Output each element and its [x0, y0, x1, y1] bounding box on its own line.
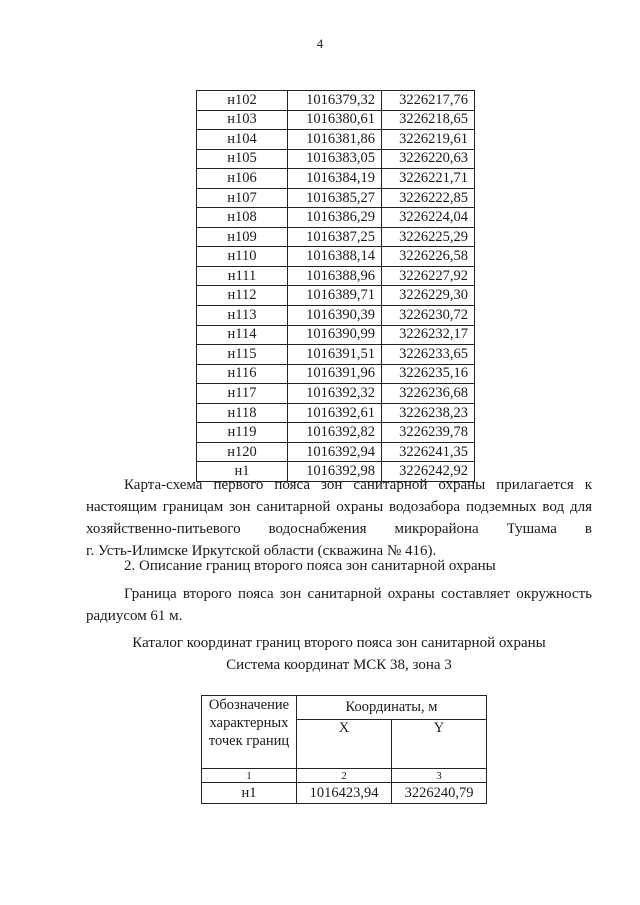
table-row [197, 110, 475, 130]
table-row [197, 325, 475, 345]
coord-y: 3226219,61 [382, 130, 475, 150]
table-row [197, 247, 475, 267]
coord-x: 1016386,29 [288, 208, 382, 228]
coord-x: 1016381,86 [288, 130, 382, 150]
table-row [197, 306, 475, 326]
paragraph-line: Карта-схема первого пояса зон санитарной охраны прилагается к [124, 477, 592, 493]
paragraph-line: г. Усть-Илимске Иркутской области (скважина № 416). [86, 543, 437, 559]
table-row [197, 208, 475, 228]
coord-x: 1016379,32 [288, 91, 382, 111]
point-name: н1 [202, 783, 297, 804]
point-name: н114 [197, 325, 288, 345]
page-number: 4 [316, 36, 324, 51]
table-row [197, 130, 475, 150]
point-name: н109 [197, 227, 288, 247]
coord-y: 3226236,68 [382, 384, 475, 404]
point-name: н118 [197, 403, 288, 423]
coord-y: 3226241,35 [382, 442, 475, 462]
coord-x: 1016388,96 [288, 266, 382, 286]
coordinates-table-zone1 [196, 90, 475, 482]
table-row [197, 345, 475, 365]
coord-y: 3226220,63 [382, 149, 475, 169]
point-name: н103 [197, 110, 288, 130]
coord-y: 3226235,16 [382, 364, 475, 384]
point-name: н119 [197, 423, 288, 443]
coord-y: 3226239,78 [382, 423, 475, 443]
catalog-title [86, 632, 592, 676]
coord-y: 3226229,30 [382, 286, 475, 306]
table-row [197, 227, 475, 247]
coord-y: 3226230,72 [382, 306, 475, 326]
point-name: н120 [197, 442, 288, 462]
coord-y: 3226233,65 [382, 345, 475, 365]
coord-y: 3226226,58 [382, 247, 475, 267]
point-name: н102 [197, 91, 288, 111]
coord-y: 3226217,76 [382, 91, 475, 111]
header-coordinates: Координаты, м [297, 696, 487, 720]
coord-x: 1016388,14 [288, 247, 382, 267]
paragraph-line: Граница второго пояса зон санитарной охраны составляет окружность [124, 586, 592, 602]
point-name: н107 [197, 188, 288, 208]
header-x: X [297, 720, 392, 769]
coord-x: 1016387,25 [288, 227, 382, 247]
map-scheme-paragraph [86, 474, 592, 562]
point-name: н110 [197, 247, 288, 267]
coord-x: 1016384,19 [288, 169, 382, 189]
point-name: н1 [197, 462, 288, 482]
table-row [197, 403, 475, 423]
coord-x: 1016392,61 [288, 403, 382, 423]
table-row [197, 188, 475, 208]
point-name: н108 [197, 208, 288, 228]
coord-x: 1016392,82 [288, 423, 382, 443]
coord-x: 1016385,27 [288, 188, 382, 208]
paragraph-line: радиусом 61 м. [86, 608, 183, 624]
column-number: 1 [202, 769, 297, 783]
paragraph-line: настоящим границам зон санитарной охраны водозабора подземных вод для [86, 499, 592, 515]
coord-x: 1016392,98 [288, 462, 382, 482]
coord-x: 1016392,32 [288, 384, 382, 404]
point-name: н112 [197, 286, 288, 306]
point-name: н113 [197, 306, 288, 326]
point-name: н115 [197, 345, 288, 365]
coord-x: 1016380,61 [288, 110, 382, 130]
header-designation: Обозначение характерных точек границ [202, 696, 297, 769]
coordinates-table-zone2 [201, 695, 487, 804]
coord-y: 3226240,79 [392, 783, 487, 804]
coord-x: 1016390,99 [288, 325, 382, 345]
coord-x: 1016390,39 [288, 306, 382, 326]
table-row [197, 91, 475, 111]
table-row [197, 169, 475, 189]
coord-x: 1016389,71 [288, 286, 382, 306]
zone2-boundary-paragraph [86, 583, 592, 627]
column-number: 2 [297, 769, 392, 783]
paragraph-line: хозяйственно-питьевого водоснабжения микрорайона Тушама в [86, 521, 592, 537]
coord-x: 1016383,05 [288, 149, 382, 169]
table-row [197, 384, 475, 404]
coord-y: 3226227,92 [382, 266, 475, 286]
coord-y: 3226224,04 [382, 208, 475, 228]
section-2-heading: 2. Описание границ второго пояса зон санитарной охраны [124, 558, 496, 574]
table-row [197, 266, 475, 286]
table-row [197, 442, 475, 462]
point-name: н111 [197, 266, 288, 286]
table-row [197, 149, 475, 169]
table-row [197, 364, 475, 384]
column-number: 3 [392, 769, 487, 783]
coord-x: 1016391,96 [288, 364, 382, 384]
coord-y: 3226221,71 [382, 169, 475, 189]
coord-y: 3226232,17 [382, 325, 475, 345]
coord-y: 3226218,65 [382, 110, 475, 130]
coord-x: 1016392,94 [288, 442, 382, 462]
coord-x: 1016423,94 [297, 783, 392, 804]
coord-y: 3226225,29 [382, 227, 475, 247]
point-name: н105 [197, 149, 288, 169]
point-name: н104 [197, 130, 288, 150]
table-row [202, 783, 487, 804]
catalog-title-line: Каталог координат границ второго пояса зон санитарной охраны [132, 635, 546, 651]
coord-y: 3226242,92 [382, 462, 475, 482]
table-row [197, 423, 475, 443]
point-name: н117 [197, 384, 288, 404]
point-name: н106 [197, 169, 288, 189]
coord-y: 3226222,85 [382, 188, 475, 208]
table-row [197, 286, 475, 306]
header-y: Y [392, 720, 487, 769]
coordinate-system-line: Система координат МСК 38, зона 3 [226, 657, 452, 673]
coord-y: 3226238,23 [382, 403, 475, 423]
point-name: н116 [197, 364, 288, 384]
coord-x: 1016391,51 [288, 345, 382, 365]
